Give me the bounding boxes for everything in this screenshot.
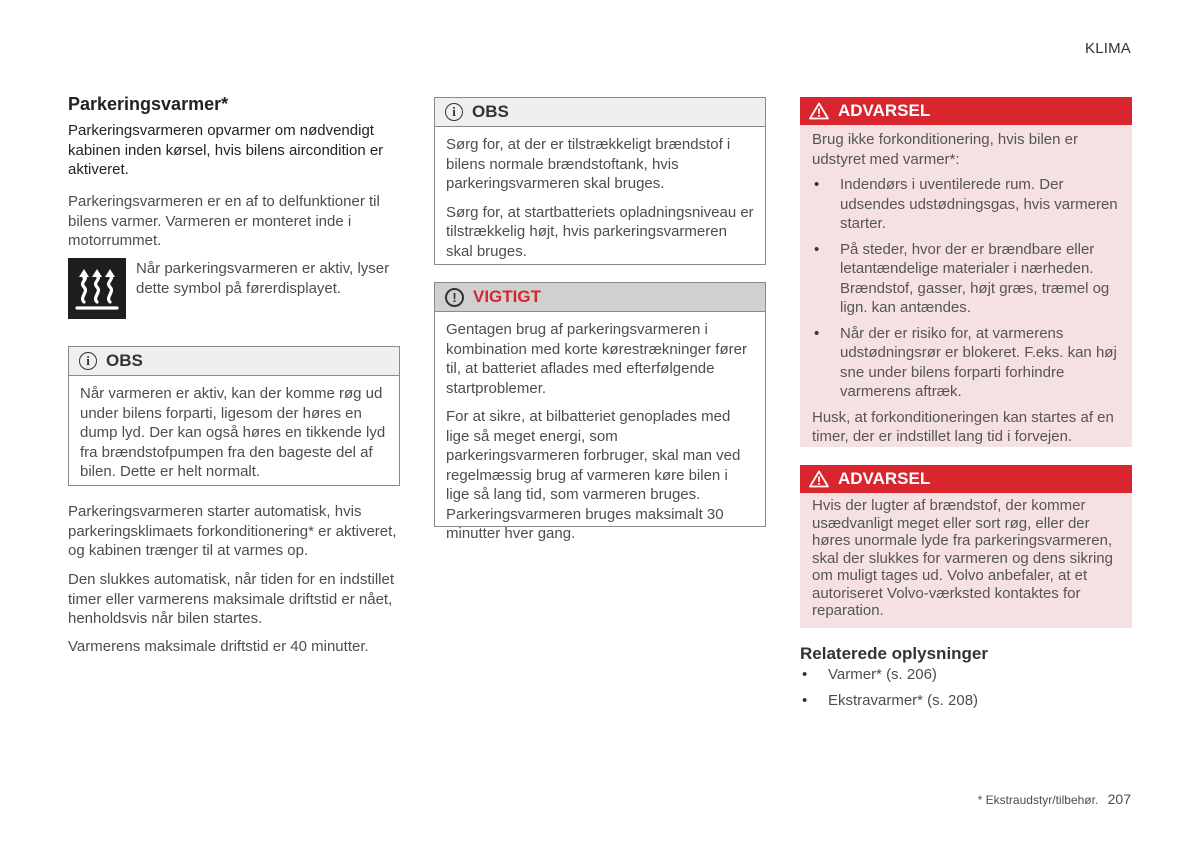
related-link-ekstravarmer[interactable]: • Ekstravarmer* (s. 208) [800, 691, 978, 717]
obs-label: OBS [106, 351, 143, 370]
obs-label: OBS [472, 102, 509, 121]
warning-header-1 [800, 97, 1132, 125]
warning-label-2: ADVARSEL [838, 469, 931, 488]
intro-paragraph: Parkeringsvarmeren opvarmer om nødvendigt kabinen inden kørsel, hvis bilens aircondition er aktiveret. [68, 122, 384, 178]
obs-battery-text: Sørg for, at startbatteriets opladningsniveau er tilstrækkelig højt, hvis parkeringsvarmeren skal bruges. [446, 203, 754, 260]
warning-1-intro: Brug ikke forkonditionering, hvis bilen er udstyret med varmer*: [812, 131, 1078, 168]
warning-triangle-icon [809, 470, 829, 488]
warning-2-text: Hvis der lugter af brændstof, der kommer usædvanligt meget eller sort røg, eller der høres unormale lyde fra parkeringsvarmeren, skal der slukkes for varmeren og dens sikring om muligt tages ud. Volvo anbefaler, at et autoriseret Volvo-værksted kontaktes for reparation. [812, 497, 1113, 619]
related-info-title: Relaterede oplysninger [800, 644, 989, 663]
obs-fuel-text: Sørg for, at der er tilstrækkeligt brændstof i bilens normale brændstoftank, hvis parkeringsvarmeren skal bruges. [446, 136, 731, 192]
paragraph-auto-stop: Den slukkes automatisk, når tiden for en indstillet timer eller varmerens maksimale driftstid er nået, henholdsvis når bilen startes. [68, 571, 394, 627]
obs-note-header [69, 347, 399, 376]
list-item: • Når der er risiko for, at varmerens udstødningsrør er blokeret. F.eks. kan høj sne under bilens forparti forhindre varmerens aftræk. [812, 324, 1120, 402]
warning-header-2 [800, 465, 1132, 493]
list-item: • På steder, hvor der er brændbare eller letantændelige materialer i nærheden. Brændstof, gasser, højt græs, træmel og lign. kan antændes. [812, 240, 1120, 318]
icon-caption: Når parkeringsvarmeren er aktiv, lyser dette symbol på førerdisplayet. [136, 260, 390, 297]
paragraph-delfunktion: Parkeringsvarmeren er en af to delfunktioner til bilens varmer. Varmeren er monteret inde i motorrummet. [68, 193, 380, 249]
vigtigt-box [434, 282, 766, 542]
warning-box-2 [800, 465, 1132, 628]
warning-label-1: ADVARSEL [838, 101, 931, 120]
warning-1-outro: Husk, at forkonditioneringen kan startes af en timer, der er indstillet lang tid i forvejen. [812, 408, 1114, 445]
vigtigt-text-2: For at sikre, at bilbatteriet genoplades med lige så meget energi, som parkeringsvarmeren forbruger, skal man ved regelmæssig brug af varmeren køre bilen i lige så lang tid, som varmeren bruges. Parkeringsvarmeren bruges maksimalt 30 minutter hver gang. [446, 408, 741, 542]
obs-note-text: Når varmeren er aktiv, kan der komme røg ud under bilens forparti, ligesom der høres en dump lyd. Der kan også høres en tikkende lyd fra brændstofpumpen fra den bageste del af bilen. Dette er helt normalt. [80, 385, 386, 480]
warning-1-list [812, 175, 1120, 402]
vigtigt-label: VIGTIGT [473, 287, 541, 306]
vigtigt-text-1: Gentagen brug af parkeringsvarmeren i kombination med korte kørestrækninger fører til, at batteriet aflades med efterfølgende startproblemer. [446, 321, 747, 397]
obs-note-box [68, 346, 400, 486]
section-header: KLIMA [1084, 40, 1131, 57]
paragraph-max-time: Varmerens maksimale driftstid er 40 minutter. [68, 638, 369, 655]
related-link-varmer[interactable]: • Varmer* (s. 206) [800, 665, 978, 691]
obs-fuel-box [434, 97, 766, 265]
page-number: 207 [1107, 791, 1131, 807]
footnote: * Ekstraudstyr/tilbehør. [977, 793, 1099, 807]
info-icon: i [79, 352, 97, 370]
related-info-list [800, 665, 978, 717]
info-icon: i [445, 103, 463, 121]
list-item: • Indendørs i uventilerede rum. Der udsendes udstødningsgas, hvis varmeren starter. [812, 175, 1120, 234]
page-footer [978, 791, 1131, 807]
exclamation-icon: ! [445, 288, 464, 307]
parking-heater-symbol-icon [68, 258, 126, 319]
vigtigt-header [435, 283, 765, 312]
warning-triangle-icon [809, 102, 829, 120]
obs-fuel-header [435, 98, 765, 127]
paragraph-auto-start: Parkeringsvarmeren starter automatisk, hvis parkeringsklimaets forkonditionering* er aktiveret, og kabinen trænger til at varmes op. [68, 503, 397, 559]
page-title: Parkeringsvarmer* [68, 94, 229, 114]
warning-box-1 [800, 97, 1132, 447]
